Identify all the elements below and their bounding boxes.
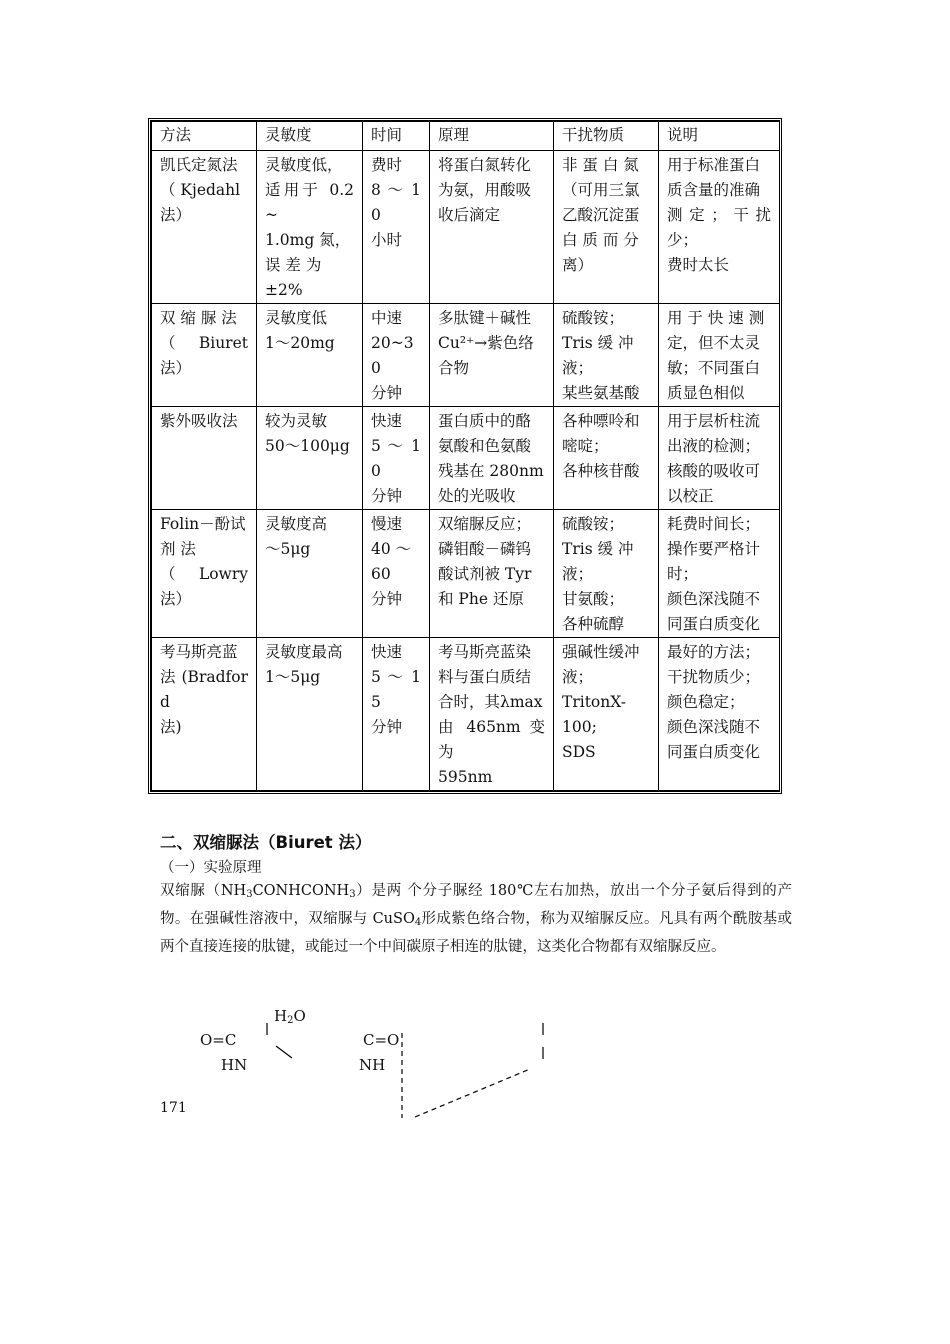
- cell-line: 由 465nm 变为: [438, 718, 545, 761]
- header-cell: 时间: [363, 122, 430, 151]
- cell-line: 40 ～: [371, 540, 412, 558]
- cell-line: 液；: [562, 359, 594, 377]
- cell-line: SDS: [562, 743, 596, 761]
- cell-line: 小时: [371, 231, 403, 249]
- header-cell: 方法: [152, 122, 257, 151]
- cell-line: 质含量的准确: [667, 181, 761, 199]
- cell-line: 为氨，用酸吸: [438, 181, 532, 199]
- cell-line: 用于标准蛋白: [667, 156, 761, 174]
- section-subtitle: （一）实验原理: [160, 860, 262, 876]
- cell-line: 分钟: [371, 718, 403, 736]
- cell-line: 某些氨基酸: [562, 384, 640, 402]
- cell-line: 50～100μg: [265, 437, 350, 455]
- cell-line: 磷钼酸－磷钨: [438, 540, 532, 558]
- cell-line: 核酸的吸收可: [667, 462, 761, 480]
- cell-line: （ Kjedahl: [160, 181, 241, 199]
- cell-line: 离）: [562, 256, 594, 274]
- cell-line: 各种嘌呤和: [562, 412, 640, 430]
- page-number: 171: [160, 1100, 187, 1116]
- cell-line: 考马斯亮蓝染: [438, 643, 532, 661]
- cell-line: ±2%: [265, 281, 303, 299]
- cell-line: 剂 法: [160, 540, 196, 558]
- cell-line: 乙酸沉淀蛋: [562, 206, 640, 224]
- cell-line: 60: [371, 565, 391, 583]
- cell-line: Tris 缓 冲: [562, 334, 634, 352]
- cell-line: 较为灵敏: [265, 412, 328, 430]
- cell-line: 100;: [562, 718, 597, 736]
- cell-line: 法 (Bradford: [160, 668, 248, 711]
- cell-line: 合物: [438, 359, 470, 377]
- cell-line: Tris 缓 冲: [562, 540, 634, 558]
- cell-line: 颜色深浅随不: [667, 718, 761, 736]
- cell-line: 酸试剂被 Tyr: [438, 565, 532, 583]
- amine-right: NH: [359, 1056, 386, 1074]
- cell-line: 用于层析柱流: [667, 412, 761, 430]
- cell-line: 适用于 0.2~: [265, 181, 354, 224]
- cell-line: 灵敏度高: [265, 515, 328, 533]
- cell-line: 颜色稳定；: [667, 693, 745, 711]
- cell-line: 分钟: [371, 384, 403, 402]
- cell-line: 非 蛋 白 氮: [562, 156, 639, 174]
- header-cell: 说明: [659, 122, 780, 151]
- cell-line: 料与蛋白质结: [438, 668, 532, 686]
- cell-line: 白 质 而 分: [562, 231, 639, 249]
- cell-line: 氨酸和色氨酸: [438, 437, 532, 455]
- cell-line: （Lowry 法）: [160, 565, 248, 608]
- cell-line: 同蛋白质变化: [667, 615, 761, 633]
- cell-line: 考马斯亮蓝: [160, 643, 238, 661]
- header-cell: 原理: [430, 122, 554, 151]
- cell-line: 颜色深浅随不: [667, 590, 761, 608]
- cell-line: 出液的检测；: [667, 437, 761, 455]
- cell-line: 定，但不太灵: [667, 334, 761, 352]
- cell-line: 嘧啶；: [562, 437, 609, 455]
- cell-line: 双缩脲反应；: [438, 515, 532, 533]
- cell-line: 费时太长: [667, 256, 730, 274]
- cell-line: 5 ～ 10: [371, 437, 421, 480]
- amine-left: HN: [221, 1056, 248, 1074]
- cell-line: 硫酸铵；: [562, 515, 625, 533]
- cell-line: 多肽键＋碱性: [438, 309, 532, 327]
- bond-diagonal: [276, 1046, 292, 1058]
- cell-line: 甘氨酸；: [562, 590, 625, 608]
- section-title: 二、双缩脲法（Biuret 法）: [160, 833, 372, 852]
- cell-line: 中速: [371, 309, 403, 327]
- cell-line: 1～20mg: [265, 334, 335, 352]
- cell-line: 分钟: [371, 590, 403, 608]
- cell-line: （可用三氯: [562, 181, 640, 199]
- cell-line: 以校正: [667, 487, 714, 505]
- cell-line: 快速: [371, 412, 403, 430]
- cell-line: （Biuret 法）: [160, 334, 248, 377]
- cell-line: 处的光吸收: [438, 487, 516, 505]
- cell-line: 合时，其λmax: [438, 693, 543, 711]
- dashed-diagonal: [415, 1069, 530, 1117]
- cell-line: 强碱性缓冲: [562, 643, 640, 661]
- cell-line: 将蛋白氮转化: [438, 156, 532, 174]
- cell-line: 硫酸铵；: [562, 309, 625, 327]
- water-label: $H_2O$: [274, 1007, 306, 1026]
- cell-line: 法）: [160, 206, 192, 224]
- cell-line: 残基在 280nm: [438, 462, 544, 480]
- cell-line: 595nm: [438, 768, 493, 786]
- cell-line: 耗费时间长；: [667, 515, 761, 533]
- cell-line: ～5μg: [265, 540, 311, 558]
- carbonyl-right: C=O: [363, 1031, 400, 1049]
- header-cell: 灵敏度: [257, 122, 363, 151]
- cell-line: 质显色相似: [667, 384, 745, 402]
- cell-line: 同蛋白质变化: [667, 743, 761, 761]
- cell-line: 灵敏度低，: [265, 156, 343, 174]
- cell-line: 用 于 快 速 测: [667, 309, 765, 327]
- cell-line: 双 缩 脲 法: [160, 309, 237, 327]
- cell-line: 干扰物质少；: [667, 668, 761, 686]
- cell-line: 8 ～ 10: [371, 181, 421, 224]
- cell-line: 灵敏度最高: [265, 643, 343, 661]
- cell-line: 敏；不同蛋白: [667, 359, 761, 377]
- cell-line: 各种核苷酸: [562, 462, 640, 480]
- cell-line: 液；: [562, 668, 594, 686]
- cell-line: 紫外吸收法: [160, 412, 238, 430]
- cell-line: 1～5μg: [265, 668, 321, 686]
- cell-line: Cu²⁺→紫色络: [438, 334, 534, 352]
- cell-line: 蛋白质中的酪: [438, 412, 532, 430]
- cell-line: 最好的方法；: [667, 643, 761, 661]
- cell-line: 液；: [562, 565, 594, 583]
- cell-line: 收后滴定: [438, 206, 501, 224]
- principle-paragraph: 双缩脲$(NH_3CONHCONH_3)$是两 个分子脲经 180℃左右加热，放出一个分子氨后得到的产物。在强碱性溶液中，双缩脲与 CuSO$_4$形成紫色络合物，称为双缩脲反应。凡具有两个酰胺基或两个直接连接的肽键，或能过一个中间碳原子相连的肽键，这类化合物都有双缩脲反应。: [160, 883, 792, 955]
- cell-line: Folin－酚试: [160, 515, 246, 533]
- cell-line: 分钟: [371, 487, 403, 505]
- cell-line: 和 Phe 还原: [438, 590, 524, 608]
- cell-line: 法): [160, 718, 182, 736]
- cell-line: 灵敏度低: [265, 309, 328, 327]
- cell-line: 各种硫醇: [562, 615, 625, 633]
- cell-line: 费时: [371, 156, 403, 174]
- cell-line: 测定；干扰少；: [667, 206, 771, 249]
- cell-line: 1.0mg 氮，: [265, 231, 351, 249]
- cell-line: 操作要严格计: [667, 540, 761, 558]
- cell-line: 时；: [667, 565, 699, 583]
- cell-line: 5 ～ 15: [371, 668, 421, 711]
- cell-line: 误 差 为: [265, 256, 322, 274]
- cell-line: 20~30: [371, 334, 414, 377]
- cell-line: 慢速: [371, 515, 403, 533]
- cell-line: 快速: [371, 643, 403, 661]
- header-cell: 干扰物质: [554, 122, 659, 151]
- cell-line: TritonX-: [562, 693, 626, 711]
- carbonyl-left: O=C: [200, 1031, 237, 1049]
- cell-line: 凯氏定氮法: [160, 156, 238, 174]
